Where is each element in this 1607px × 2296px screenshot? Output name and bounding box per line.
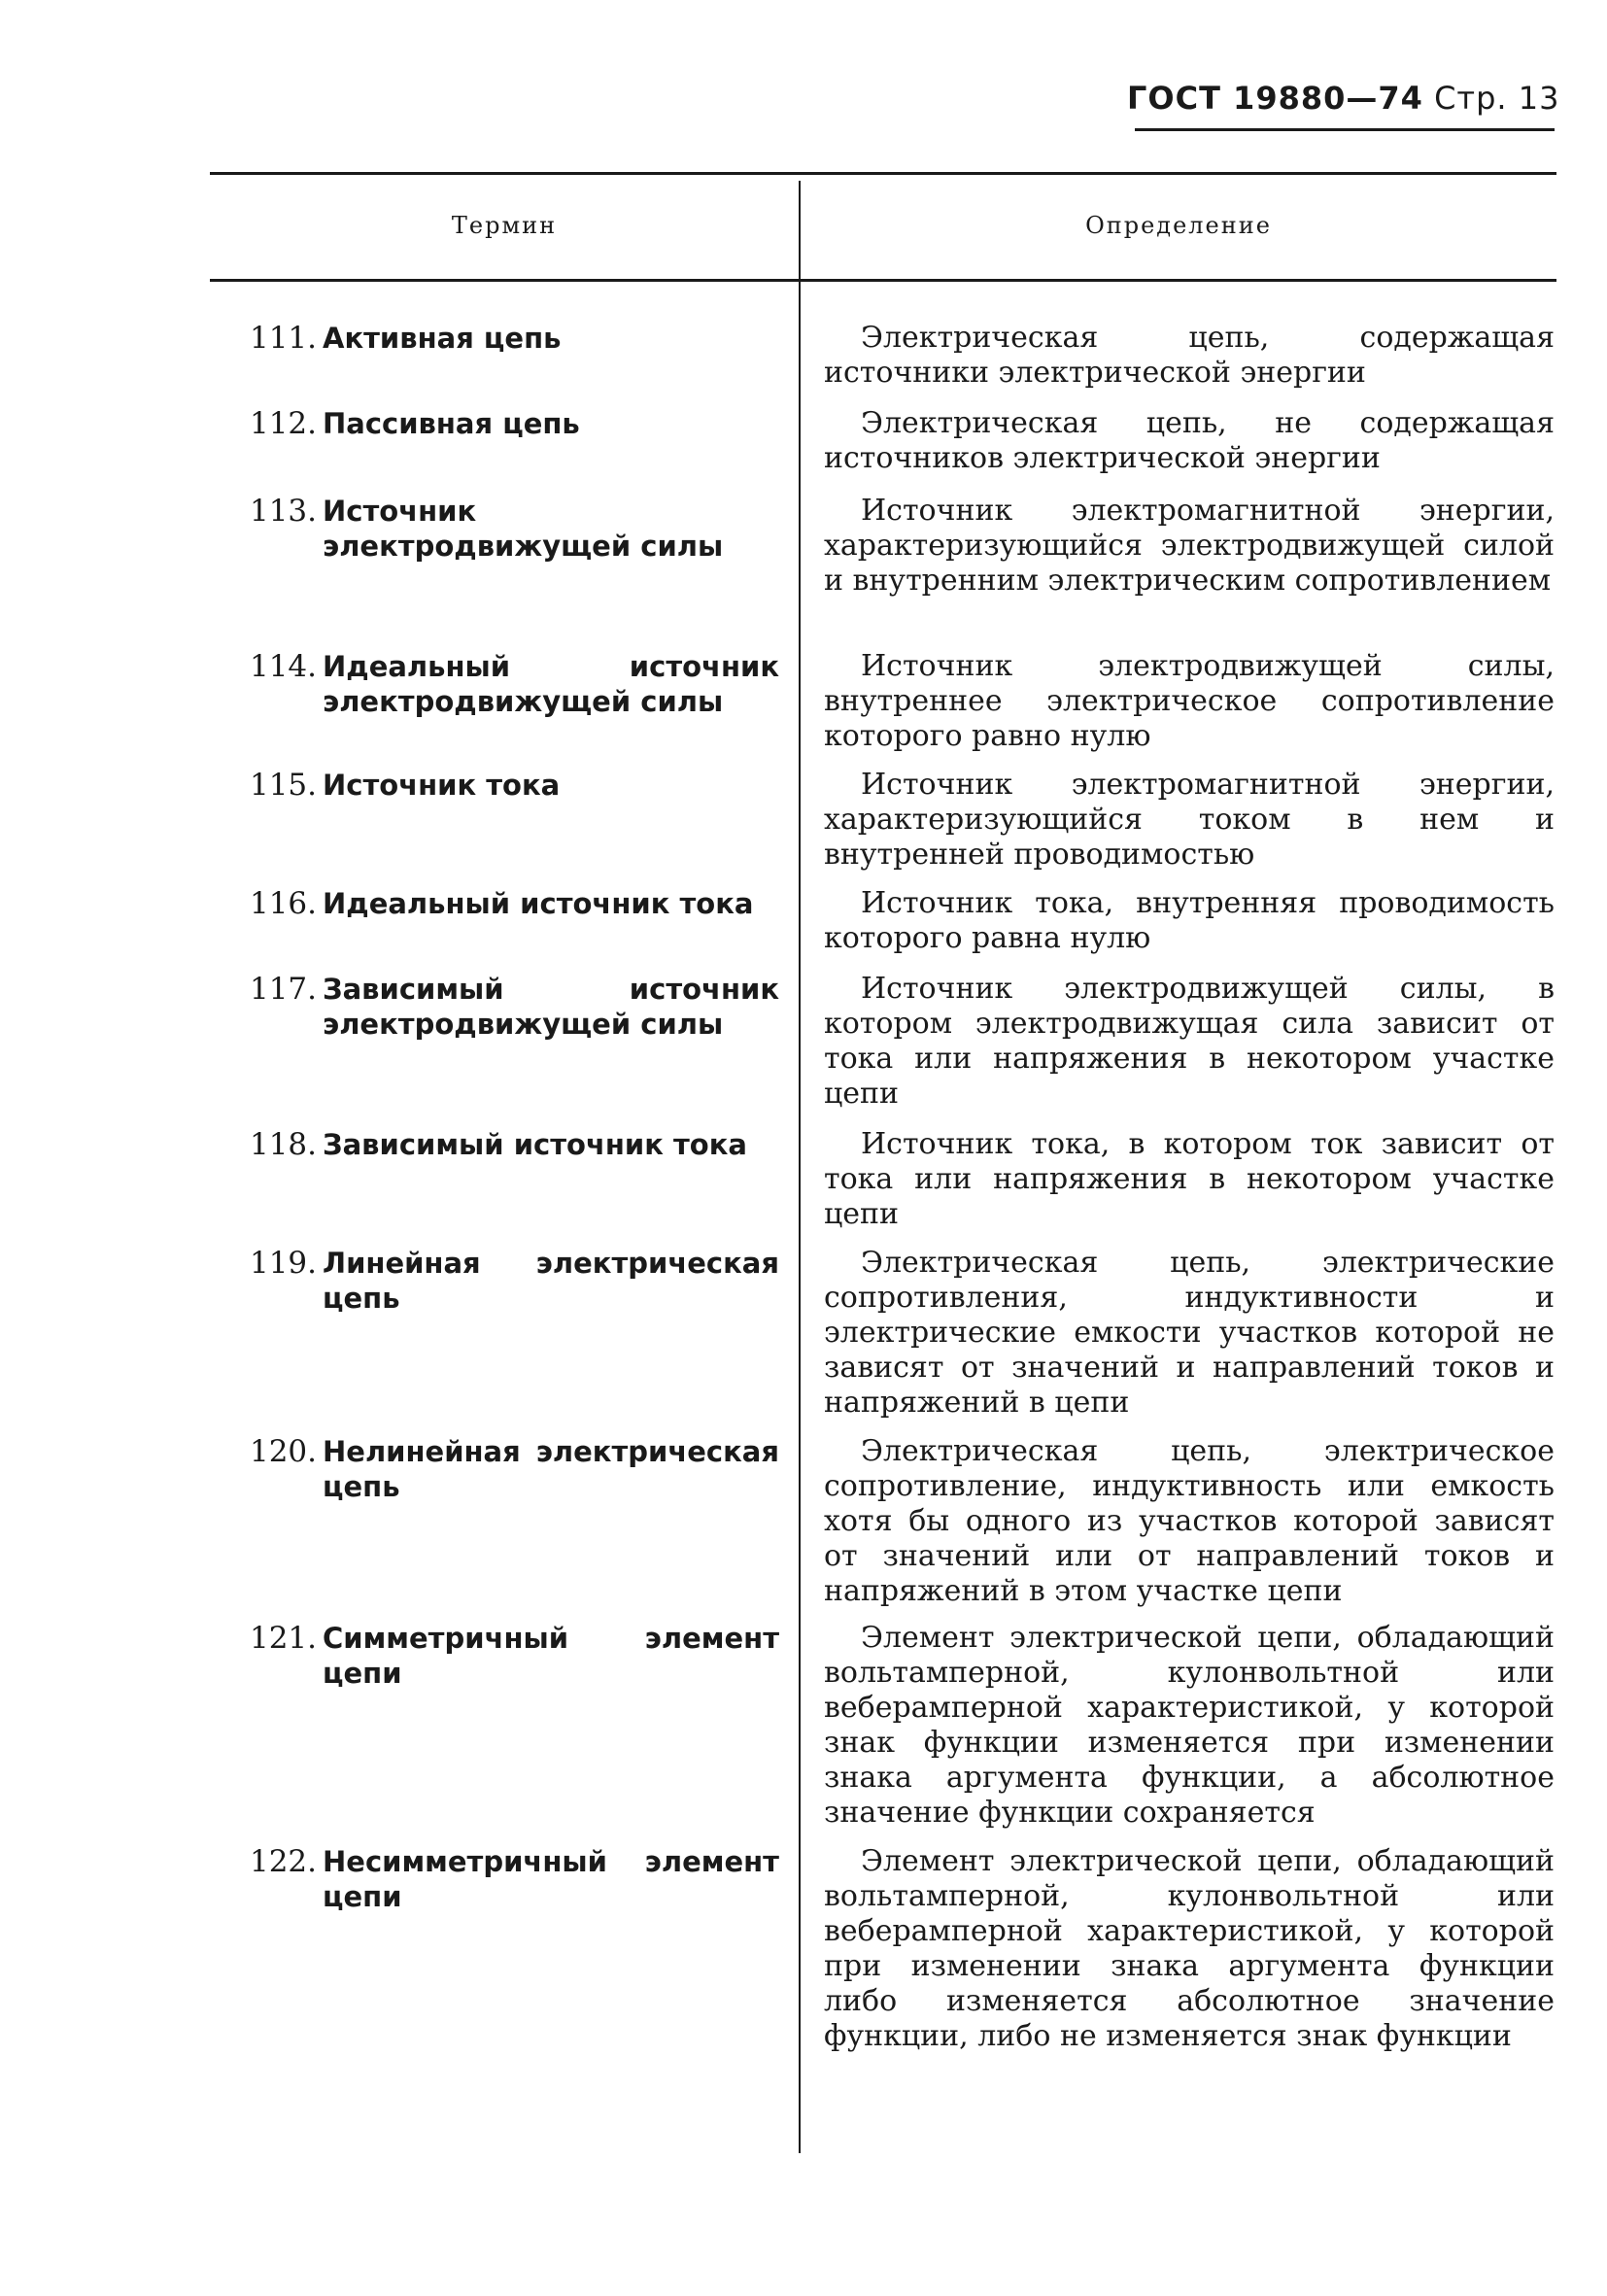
term-number: 119. (249, 1246, 317, 1281)
page-header (1127, 80, 1560, 117)
term-definition: Электрическая цепь, не содержащая источников электрической энергии (824, 406, 1555, 475)
term-definition: Источник электродвижущей силы, в котором электродвижущая сила зависит от тока или напряжения в некотором участке цепи (824, 972, 1555, 1111)
header-underline (1135, 128, 1555, 131)
term-number: 116. (249, 886, 317, 921)
term-name: Зависимый источник тока (323, 1128, 747, 1161)
term-name: Источник электродвижущей силы (323, 495, 724, 563)
column-divider (799, 181, 801, 2153)
term-definition: Источник тока, внутренняя проводимость которого равна нулю (824, 886, 1555, 955)
term-name: Нелинейная электрическая цепь (323, 1435, 779, 1503)
table-header-rule (210, 279, 1556, 282)
term-definition: Источник электромагнитной энергии, характеризующийся электродвижущей силой и внутренним электрическим сопротивлением (824, 494, 1555, 598)
term-definition: Источник электродвижущей силы, внутреннее электрическое сопротивление которого равно нулю (824, 649, 1555, 753)
term-name: Источник тока (323, 769, 561, 802)
term-definition: Источник электромагнитной энергии, характеризующийся током в нем и внутренней проводимостью (824, 768, 1555, 872)
standard-number: ГОСТ 19880—74 (1127, 80, 1423, 117)
term-number: 122. (249, 1844, 317, 1879)
term-number: 112. (249, 406, 317, 441)
term-name: Линейная электрическая цепь (323, 1247, 779, 1315)
term-definition: Элемент электрической цепи, обладающий вольтамперной, кулонвольтной или веберамперной характеристикой, у которой при изменении знака аргумента функции либо изменяется абсолютное значение функции, либо не изменяется знак функции (824, 1844, 1555, 2053)
page-number: Стр. 13 (1434, 80, 1560, 117)
term-number: 113. (249, 494, 317, 529)
term-name: Зависимый источник электродвижущей силы (323, 973, 779, 1041)
term-name: Идеальный источник электродвижущей силы (323, 650, 779, 718)
term-name: Пассивная цепь (323, 407, 580, 440)
term-number: 115. (249, 768, 317, 803)
term-number: 120. (249, 1434, 317, 1469)
column-header-term: Термин (451, 212, 558, 239)
term-number: 121. (249, 1621, 317, 1656)
table-top-rule (210, 172, 1556, 175)
term-definition: Электрическая цепь, электрические сопротивления, индуктивности и электрические емкости участков которой не зависят от значений и направлений токов и напряжений в цепи (824, 1246, 1555, 1420)
term-number: 118. (249, 1127, 317, 1162)
term-number: 114. (249, 649, 317, 684)
term-name: Симметричный элемент цепи (323, 1622, 779, 1690)
term-number: 111. (249, 321, 317, 356)
term-name: Идеальный источник тока (323, 887, 754, 920)
term-definition: Источник тока, в котором ток зависит от тока или напряжения в некотором участке цепи (824, 1127, 1555, 1231)
term-definition: Электрическая цепь, содержащая источники электрической энергии (824, 321, 1555, 390)
term-definition: Элемент электрической цепи, обладающий вольтамперной, кулонвольтной или веберамперной характеристикой, у которой знак функции изменяется при изменении знака аргумента функции, а абсолютное значение функции сохраняется (824, 1621, 1555, 1830)
term-name: Несимметричный элемент цепи (323, 1845, 779, 1913)
term-name: Активная цепь (323, 322, 562, 355)
term-definition: Электрическая цепь, электрическое сопротивление, индуктивность или емкость хотя бы одного из участков которой зависят от значений или от направлений токов и напряжений в этом участке цепи (824, 1434, 1555, 1608)
term-number: 117. (249, 972, 317, 1007)
column-header-definition: Определение (1085, 212, 1272, 239)
